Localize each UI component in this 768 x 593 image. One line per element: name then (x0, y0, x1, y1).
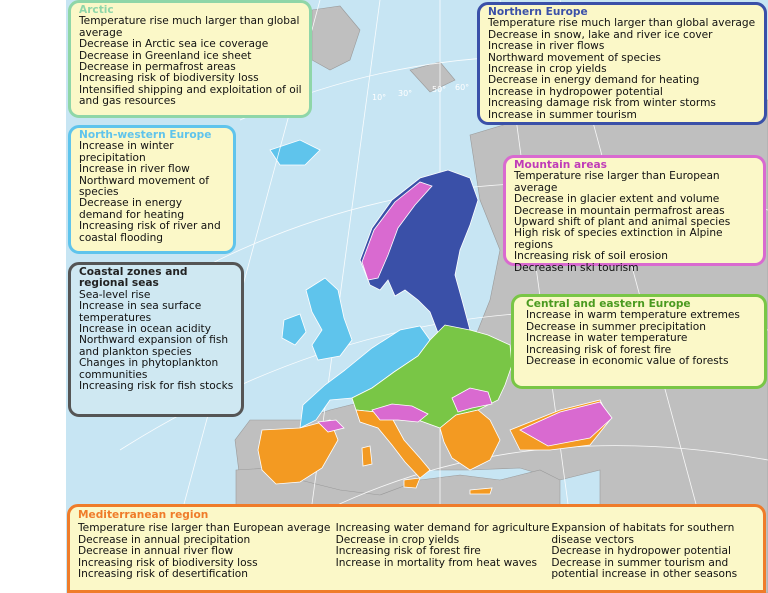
northern-item: Increase in hydropower potential (488, 85, 663, 98)
arctic-item: Decrease in Arctic sea ice coverage (79, 38, 269, 51)
coastal-item: Increase in sea surface temperatures (79, 300, 202, 324)
north-western-item: Increase in winter precipitation (79, 140, 174, 164)
coastal-item: Changes in phytoplankton communities (79, 357, 219, 381)
central-eastern-item: Increasing risk of forest fire (526, 343, 672, 356)
arctic-item: Decrease in Greenland ice sheet (79, 49, 252, 62)
graticule-label-60: 60° (455, 83, 470, 92)
central-eastern-title: Central and eastern Europe (526, 298, 691, 310)
mediterranean-item: Increasing risk of desertification (78, 568, 248, 581)
coastal-item: Sea-level rise (79, 288, 151, 301)
mediterranean-column-2 (336, 523, 552, 580)
region-mediterranean-sardinia (362, 446, 372, 466)
north-western-europe-box (68, 125, 236, 254)
mountain-item: Decrease in glacier extent and volume (514, 193, 720, 206)
arctic-item: Intensified shipping and exploitation of oil and gas resources (79, 83, 302, 108)
mountain-item: Upward shift of plant and animal species (514, 216, 731, 229)
north-western-item: Northward movement of species (79, 174, 209, 199)
mediterranean-box (67, 504, 766, 593)
mountain-item: Increasing risk of soil erosion (514, 250, 668, 263)
arctic-title: Arctic (79, 4, 114, 16)
mediterranean-item: Decrease in crop yields (335, 533, 460, 546)
mediterranean-item: Decrease in summer tourism and potential increase in other seasons (551, 556, 738, 581)
northern-item: Decrease in energy demand for heating (488, 74, 700, 87)
mediterranean-item: Expansion of habitats for southern disease vectors (551, 522, 735, 546)
central-eastern-europe-box (511, 294, 767, 389)
northern-item: Increase in river flows (488, 40, 605, 53)
northern-title: Northern Europe (488, 6, 588, 18)
mediterranean-item: Increasing risk of biodiversity loss (78, 556, 258, 569)
central-eastern-item: Increase in water temperature (526, 332, 688, 345)
arctic-item: Temperature rise much larger than global average (79, 15, 300, 39)
mountain-item: Decrease in ski tourism (514, 261, 639, 274)
north-western-item: Increase in river flow (79, 163, 190, 176)
arctic-box (68, 0, 312, 118)
north-western-item: Decrease in energy demand for heating (79, 197, 185, 221)
mediterranean-item: Increasing water demand for agriculture (335, 522, 550, 535)
coastal-item: Increasing risk for fish stocks (79, 380, 234, 393)
mediterranean-columns (78, 523, 756, 580)
mediterranean-item: Temperature rise larger than European average (78, 522, 331, 535)
northern-item: Increase in crop yields (488, 63, 607, 76)
mediterranean-item: Decrease in annual precipitation (78, 533, 251, 546)
northern-europe-box (477, 2, 767, 125)
northern-item: Northward movement of species (488, 51, 661, 64)
mediterranean-item: Increase in mortality from heat waves (335, 556, 538, 569)
central-eastern-item: Decrease in summer precipitation (526, 320, 706, 333)
mountain-title: Mountain areas (514, 159, 607, 171)
coastal-item: Northward expansion of fish and plankton species (79, 334, 229, 358)
coastal-title: Coastal zones and regional seas (79, 266, 188, 290)
left-margin (0, 0, 66, 593)
mediterranean-title: Mediterranean region (78, 509, 209, 521)
north-western-item: Increasing risk of river and coastal flooding (79, 220, 221, 244)
mediterranean-column-3 (551, 523, 756, 580)
coastal-item: Increase in ocean acidity (79, 323, 211, 336)
northern-item: Temperature rise much larger than global average (488, 17, 756, 30)
graticule-label-10: 10° (372, 93, 387, 102)
northern-item: Increasing damage risk from winter storms (488, 97, 716, 110)
central-eastern-item: Decrease in economic value of forests (526, 355, 729, 368)
mountain-item: Decrease in mountain permafrost areas (514, 204, 725, 217)
central-eastern-item: Increase in warm temperature extremes (526, 309, 740, 322)
northern-item: Increase in summer tourism (488, 108, 637, 121)
mediterranean-column-1 (78, 523, 336, 580)
mountain-areas-box (503, 155, 766, 274)
arctic-item: Increasing risk of biodiversity loss (79, 72, 259, 85)
mediterranean-item: Decrease in hydropower potential (551, 545, 731, 558)
coastal-zones-box (68, 262, 244, 417)
graticule-label-50: 50° (432, 85, 447, 94)
mediterranean-item: Decrease in annual river flow (78, 545, 234, 558)
graticule-label-30: 30° (398, 89, 413, 98)
mediterranean-item: Increasing risk of forest fire (335, 545, 481, 558)
arctic-item: Decrease in permafrost areas (79, 61, 236, 74)
mountain-item: Temperature rise larger than European average (514, 170, 720, 194)
mountain-item: High risk of species extinction in Alpine regions (514, 227, 723, 251)
northern-item: Decrease in snow, lake and river ice cover (488, 28, 713, 41)
north-western-title: North-western Europe (79, 129, 212, 141)
